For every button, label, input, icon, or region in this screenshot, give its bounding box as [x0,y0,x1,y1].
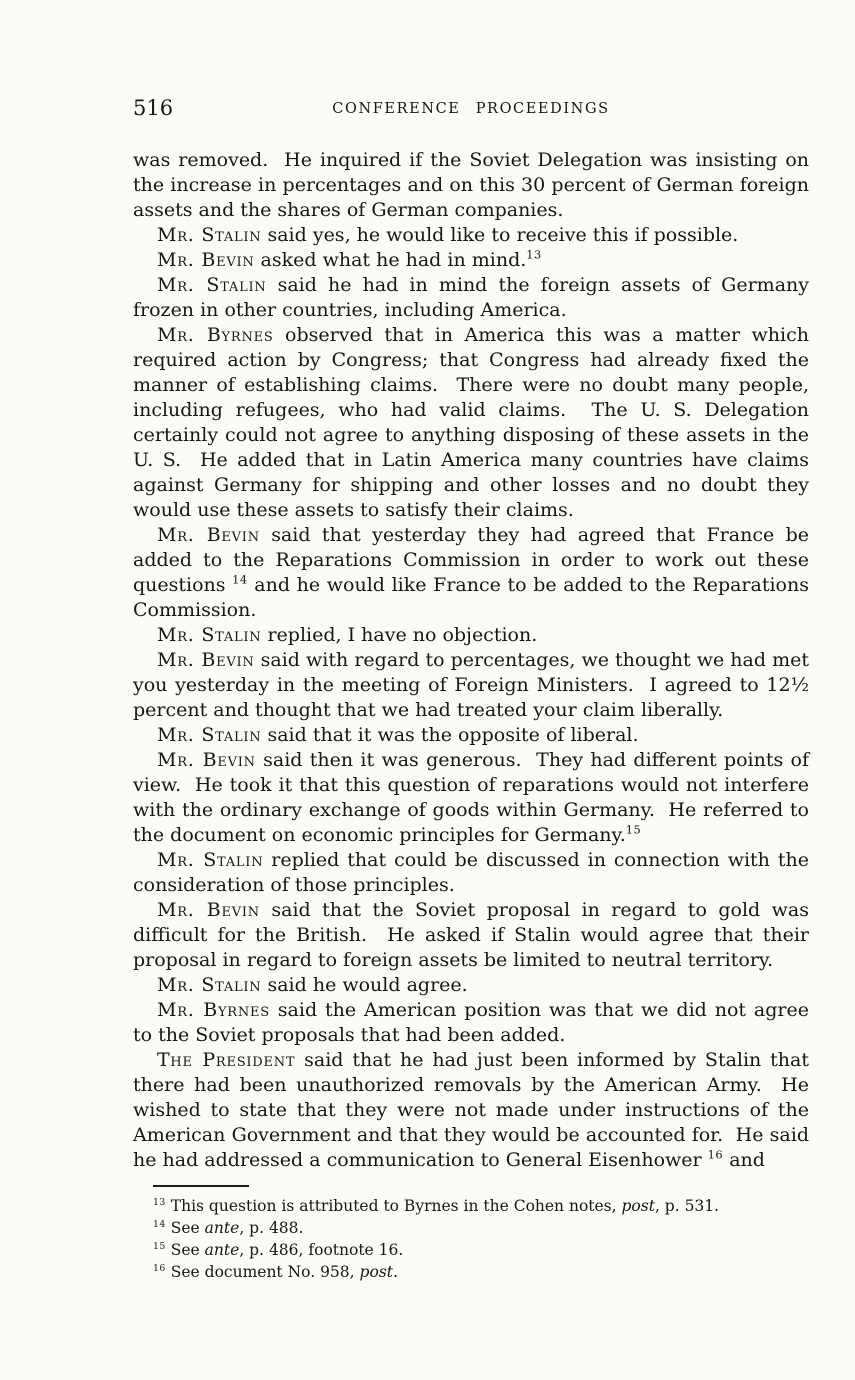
footnote-marker: 13 [153,1196,166,1208]
page-number: 516 [133,96,174,120]
paragraph [133,848,809,898]
text-run: This question is attributed to Byrnes in the Cohen notes, [165,1197,622,1215]
text-run: , p. 486, footnote 16. [239,1241,404,1259]
footnote-rule [153,1185,249,1187]
text-run: , p. 531. [654,1197,720,1215]
footnote-marker: 13 [526,247,542,262]
speaker-name: Mr. Byrnes [157,999,270,1021]
speaker-name: Mr. Bevin [157,649,255,671]
footnote-list [133,1195,809,1283]
paragraph [133,223,809,248]
text-run: replied that could be discussed in connection with the consideration of those principles. [133,849,809,896]
paragraph [133,998,809,1048]
page-header [133,96,809,126]
text-run: , p. 488. [239,1219,304,1237]
text-run: and [723,1149,765,1171]
text-run: said then it was generous. They had different points of view. He took it that this question of reparations would not interfere with the ordinary exchange of goods within Germany. He referred to the document on economic principles for Germany. [133,749,809,846]
footnote-marker: 15 [625,822,642,837]
text-run: said that he had just been informed by Stalin that there had been unauthorized removals by the American Army. He wished to state that they were not made under instructions of the American Government and that they would be accounted for. He said he had addressed a communication to General Eisenhower [133,1049,809,1171]
text-run: observed that in America this was a matter which required action by Congress; that Congress had already fixed the manner of establishing claims. There were no doubt many people, including refugees, who had valid claims. The U. S. Delegation certainly could not agree to anything disposing of these assets in the U. S. He added that in Latin America many countries have claims against Germany for shipping and other losses and no doubt they would use these assets to satisfy their claims. [133,324,810,521]
footnote-marker: 16 [707,1147,724,1162]
paragraph [133,898,809,973]
paragraph [133,973,809,998]
text-run: said yes, he would like to receive this if possible. [261,224,739,246]
footnote-section [133,1185,809,1283]
speaker-name: Mr. Bevin [157,524,260,546]
paragraph [133,273,809,323]
footnote [133,1195,809,1217]
speaker-name: Mr. Byrnes [157,324,274,346]
text-run: asked what he had in mind. [254,249,527,271]
speaker-name: Mr. Stalin [157,274,267,296]
footnote-marker: 14 [153,1218,166,1230]
text-run: was removed. He inquired if the Soviet Delegation was insisting on the increase in percentages and on this 30 percent of German foreign assets and the shares of German companies. [133,149,809,221]
text-run: See [165,1219,205,1237]
speaker-name: Mr. Bevin [157,899,260,921]
page-content [133,96,809,1283]
paragraph [133,523,809,623]
text-run: said he would agree. [261,974,468,996]
italic-text: post [621,1197,655,1215]
paragraph [133,748,809,848]
text-run: See [165,1241,205,1259]
italic-text: ante [204,1219,240,1237]
footnote [133,1261,809,1283]
paragraph [133,1048,809,1173]
text-run: See document No. 958, [165,1263,360,1281]
text-run: said he had in mind the foreign assets of Germany frozen in other countries, including America. [133,274,809,321]
body-text [133,148,809,1173]
text-run: . [392,1263,398,1281]
speaker-name: Mr. Stalin [157,724,262,746]
footnote-marker: 15 [153,1240,166,1252]
paragraph [133,323,809,523]
speaker-name: Mr. Bevin [157,249,255,271]
footnote [133,1217,809,1239]
running-head: CONFERENCE PROCEEDINGS [332,101,610,117]
text-run: said the American position was that we did not agree to the Soviet proposals that had been added. [133,999,809,1046]
footnote-marker: 16 [153,1262,166,1274]
paragraph [133,248,809,273]
paragraph [133,648,809,723]
text-run: and he would like France to be added to the Reparations Commission. [133,574,809,621]
text-run: said that it was the opposite of liberal. [261,724,639,746]
text-run: said with regard to percentages, we thought we had met you yesterday in the meeting of Foreign Ministers. I agreed to 12½ percent and thought that we had treated your claim liberally. [133,649,809,721]
footnote-marker: 14 [232,572,248,587]
speaker-name: Mr. Stalin [157,974,262,996]
speaker-name: Mr. Stalin [157,849,264,871]
text-run: replied, I have no objection. [261,624,538,646]
paragraph [133,723,809,748]
speaker-name: Mr. Stalin [157,224,262,246]
text-run: said that the Soviet proposal in regard to gold was difficult for the British. He asked if Stalin would agree that their proposal in regard to foreign assets be limited to neutral territory. [133,899,809,971]
italic-text: ante [204,1241,240,1259]
speaker-name: The President [157,1049,296,1071]
paragraph [133,623,809,648]
speaker-name: Mr. Stalin [157,624,262,646]
speaker-name: Mr. Bevin [157,749,256,771]
italic-text: post [359,1263,393,1281]
footnote [133,1239,809,1261]
paragraph [133,148,809,223]
text-run: said that yesterday they had agreed that France be added to the Reparations Commission in order to work out these questions [133,524,809,596]
